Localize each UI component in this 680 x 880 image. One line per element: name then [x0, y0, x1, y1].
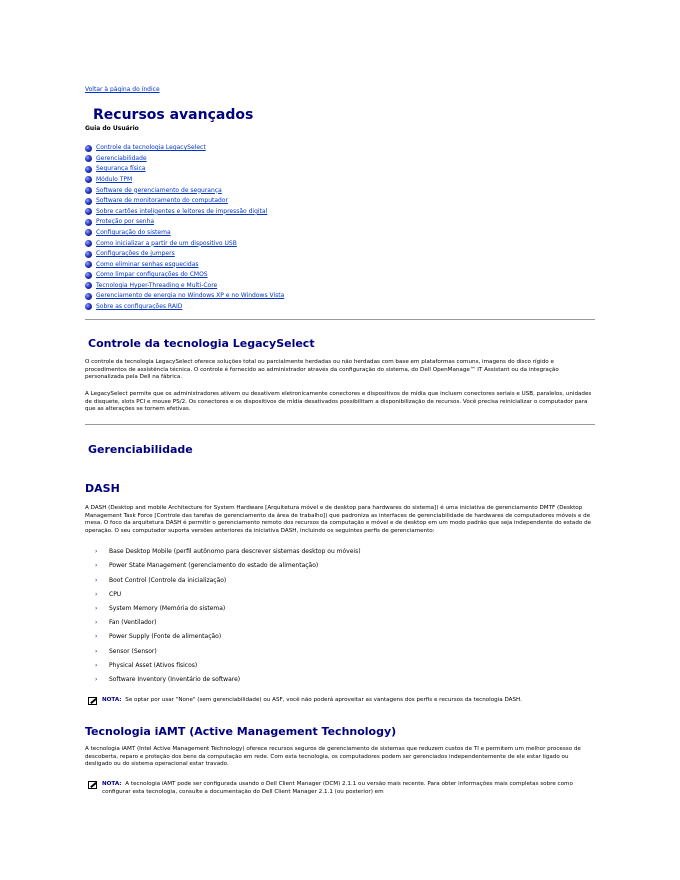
- toc-link[interactable]: Como eliminar senhas esquecidas: [96, 260, 199, 268]
- toc-link[interactable]: Tecnologia Hyper-Threading e Multi-Core: [96, 281, 218, 289]
- back-to-index-link[interactable]: Voltar à página do índice: [85, 86, 160, 93]
- toc-item: [85, 153, 595, 164]
- dash-heading: DASH: [85, 482, 120, 495]
- toc-link[interactable]: Software de gerenciamento de segurança: [96, 186, 222, 194]
- page: [0, 0, 680, 312]
- legacyselect-paragraph-2: A LegacySelect permite que os administradores ativem ou desativem eletronicamente conectores e dispositivos de mídia que incluem conectores seriais e USB, paralelos, unidades de disquete, slots PCI e mouse PS/2. Os conectores e os dispositivos de mídia desativados possibilitam a disponibilização de recursos. Você precisa reinicializar o computador para que as alterações se tornem efetivas.: [85, 391, 592, 413]
- list-item: [85, 616, 595, 630]
- blue-sphere-bullet-icon: [85, 293, 92, 300]
- toc-link[interactable]: Segurança física: [96, 165, 146, 173]
- legacyselect-heading: Controle da tecnologia LegacySelect: [88, 337, 315, 350]
- blue-sphere-bullet-icon: [85, 229, 92, 236]
- toc-item: [85, 164, 595, 175]
- chevron-right-icon: ›: [95, 675, 98, 683]
- blue-sphere-bullet-icon: [85, 166, 92, 173]
- toc-item: [85, 175, 595, 186]
- toc-link[interactable]: Software de monitoramento do computador: [96, 197, 228, 205]
- list-item: [85, 630, 595, 644]
- chevron-right-icon: ›: [95, 647, 98, 655]
- profile-label: Physical Asset (Ativos físicos): [109, 661, 198, 669]
- blue-sphere-bullet-icon: [85, 282, 92, 289]
- blue-sphere-bullet-icon: [85, 272, 92, 279]
- toc-link[interactable]: Sobre cartões inteligentes e leitores de impressão digital: [96, 207, 268, 215]
- legacyselect-paragraph-1: O controle da tecnologia LegacySelect oferece soluções total ou parcialmente herdadas ou não herdadas com base em plataformas comuns, imagens do disco rígido e procedimentos de assistência técnica. O controle é fornecido ao administrador através da configuração do sistema, do Dell OpenManage™ IT Assistant ou da integração personalizada pela Dell na fábrica.: [85, 359, 559, 381]
- iamt-paragraph: A tecnologia iAMT (Intel Active Management Technology) oferece recursos seguros de gerenciamento de sistemas que reduzem custos de TI e permitem um melhor processo de descoberta, reparo e proteção dos bens da computação em rede. Com esta tecnologia, os computadores podem ser gerenciados independentemente de ele estar ligado ou desligado ou do sistema operacional estar travado.: [85, 746, 581, 768]
- profile-label: Power State Management (gerenciamento do estado de alimentação): [109, 562, 319, 570]
- toc-item: [85, 281, 595, 292]
- profile-label: Sensor (Sensor): [109, 647, 157, 655]
- toc-item: [85, 143, 595, 154]
- toc-link[interactable]: Gerenciabilidade: [96, 154, 147, 162]
- note-label: NOTA:: [102, 781, 122, 787]
- chevron-right-icon: ›: [95, 548, 98, 556]
- toc-item: [85, 249, 595, 260]
- list-item: [85, 673, 595, 687]
- guide-subtitle: Guia do Usuário: [85, 124, 139, 132]
- chevron-right-icon: ›: [95, 590, 98, 598]
- blue-sphere-bullet-icon: [85, 198, 92, 205]
- toc-item: [85, 238, 595, 249]
- dash-paragraph: A DASH (Desktop and mobile Architecture for System Hardware [Arquitetura móvel e de desktop para hardwares do sistema]) é uma iniciativa de gerenciamento DMTF (Desktop Management Task Force [Controle das tarefas de gerenciamento da área de trabalho]) que padroniza as interfaces de gerenciabilidade de hardwares de computadores móveis e de mesa. O foco da arquitetura DASH é permitir o gerenciamento remoto dos recursos da computação e móvel e de desktop em um modo padrão que seja independente do estado de operação. O seu computador suporta versões anteriores da iniciativa DASH, incluindo os seguintes perfis de gerenciamento:: [85, 505, 592, 534]
- list-item: [85, 659, 595, 673]
- toc-link[interactable]: Sobre as configurações RAID: [96, 303, 183, 311]
- blue-sphere-bullet-icon: [85, 176, 92, 183]
- list-item: [85, 545, 595, 559]
- chevron-right-icon: ›: [95, 619, 98, 627]
- toc-item: [85, 270, 595, 281]
- blue-sphere-bullet-icon: [85, 261, 92, 268]
- blue-sphere-bullet-icon: [85, 145, 92, 152]
- toc-link[interactable]: Gerenciamento de energia no Windows XP e no Windows Vista: [96, 292, 285, 300]
- toc-item: [85, 228, 595, 239]
- chevron-right-icon: ›: [95, 576, 98, 584]
- pencil-note-icon: [88, 697, 97, 705]
- note-iamt: [88, 781, 595, 796]
- section-divider: [85, 424, 595, 425]
- profile-label: System Memory (Memória do sistema): [109, 604, 226, 612]
- list-item: [85, 602, 595, 616]
- blue-sphere-bullet-icon: [85, 303, 92, 310]
- toc-item: [85, 196, 595, 207]
- blue-sphere-bullet-icon: [85, 219, 92, 226]
- table-of-contents: [85, 143, 595, 313]
- toc-link[interactable]: Como inicializar a partir de um dispositivo USB: [96, 239, 237, 247]
- profile-label: Software Inventory (Inventário de software): [109, 675, 241, 683]
- toc-link[interactable]: Módulo TPM: [96, 175, 133, 183]
- profile-label: Boot Control (Controle da inicialização): [109, 576, 227, 584]
- toc-item: [85, 185, 595, 196]
- iamt-heading: Tecnologia iAMT (Active Management Technology): [85, 725, 397, 738]
- blue-sphere-bullet-icon: [85, 208, 92, 215]
- gerenciabilidade-heading: Gerenciabilidade: [88, 443, 193, 456]
- profile-label: Power Supply (Fonte de alimentação): [109, 633, 222, 641]
- toc-link[interactable]: Como limpar configurações do CMOS: [96, 271, 208, 279]
- note-text: Se optar por usar "None" (sem gerenciabilidade) ou ASF, você não poderá aproveitar as vantagens dos perfis e recursos da tecnologia DASH.: [125, 697, 522, 703]
- note-text: A tecnologia iAMT pode ser configurada usando o Dell Client Manager (DCM) 2.1.1 ou versão mais recente. Para obter informações mais completas sobre como configurar esta tecnologia, consulte a documentação do Dell Client Manager 2.1.1 (ou posterior) em: [102, 781, 573, 795]
- note-content: [102, 781, 595, 796]
- note-content: [102, 697, 522, 705]
- profile-label: CPU: [109, 590, 122, 598]
- toc-link[interactable]: Proteção por senha: [96, 218, 155, 226]
- toc-item: [85, 302, 595, 313]
- chevron-right-icon: ›: [95, 661, 98, 669]
- list-item: [85, 588, 595, 602]
- pencil-note-icon: [88, 781, 97, 789]
- blue-sphere-bullet-icon: [85, 155, 92, 162]
- chevron-right-icon: ›: [95, 633, 98, 641]
- blue-sphere-bullet-icon: [85, 240, 92, 247]
- toc-item: [85, 291, 595, 302]
- profile-label: Fan (Ventilador): [109, 619, 157, 627]
- page-title: Recursos avançados: [93, 106, 254, 123]
- toc-item: [85, 259, 595, 270]
- section-divider: [85, 319, 595, 320]
- toc-link[interactable]: Configuração do sistema: [96, 228, 171, 236]
- profile-label: Base Desktop Mobile (perfil autônomo para descrever sistemas desktop ou móveis): [109, 548, 361, 556]
- chevron-right-icon: ›: [95, 604, 98, 612]
- blue-sphere-bullet-icon: [85, 187, 92, 194]
- toc-item: [85, 217, 595, 228]
- note-dash: [88, 697, 595, 705]
- chevron-right-icon: ›: [95, 562, 98, 570]
- toc-link[interactable]: Controle da tecnologia LegacySelect: [96, 144, 206, 152]
- list-item: [85, 559, 595, 573]
- dash-profiles-list: [85, 545, 595, 687]
- toc-link[interactable]: Configurações de jumpers: [96, 250, 175, 258]
- note-label: NOTA:: [102, 697, 122, 703]
- toc-item: [85, 206, 595, 217]
- list-item: [85, 573, 595, 587]
- list-item: [85, 644, 595, 658]
- blue-sphere-bullet-icon: [85, 251, 92, 258]
